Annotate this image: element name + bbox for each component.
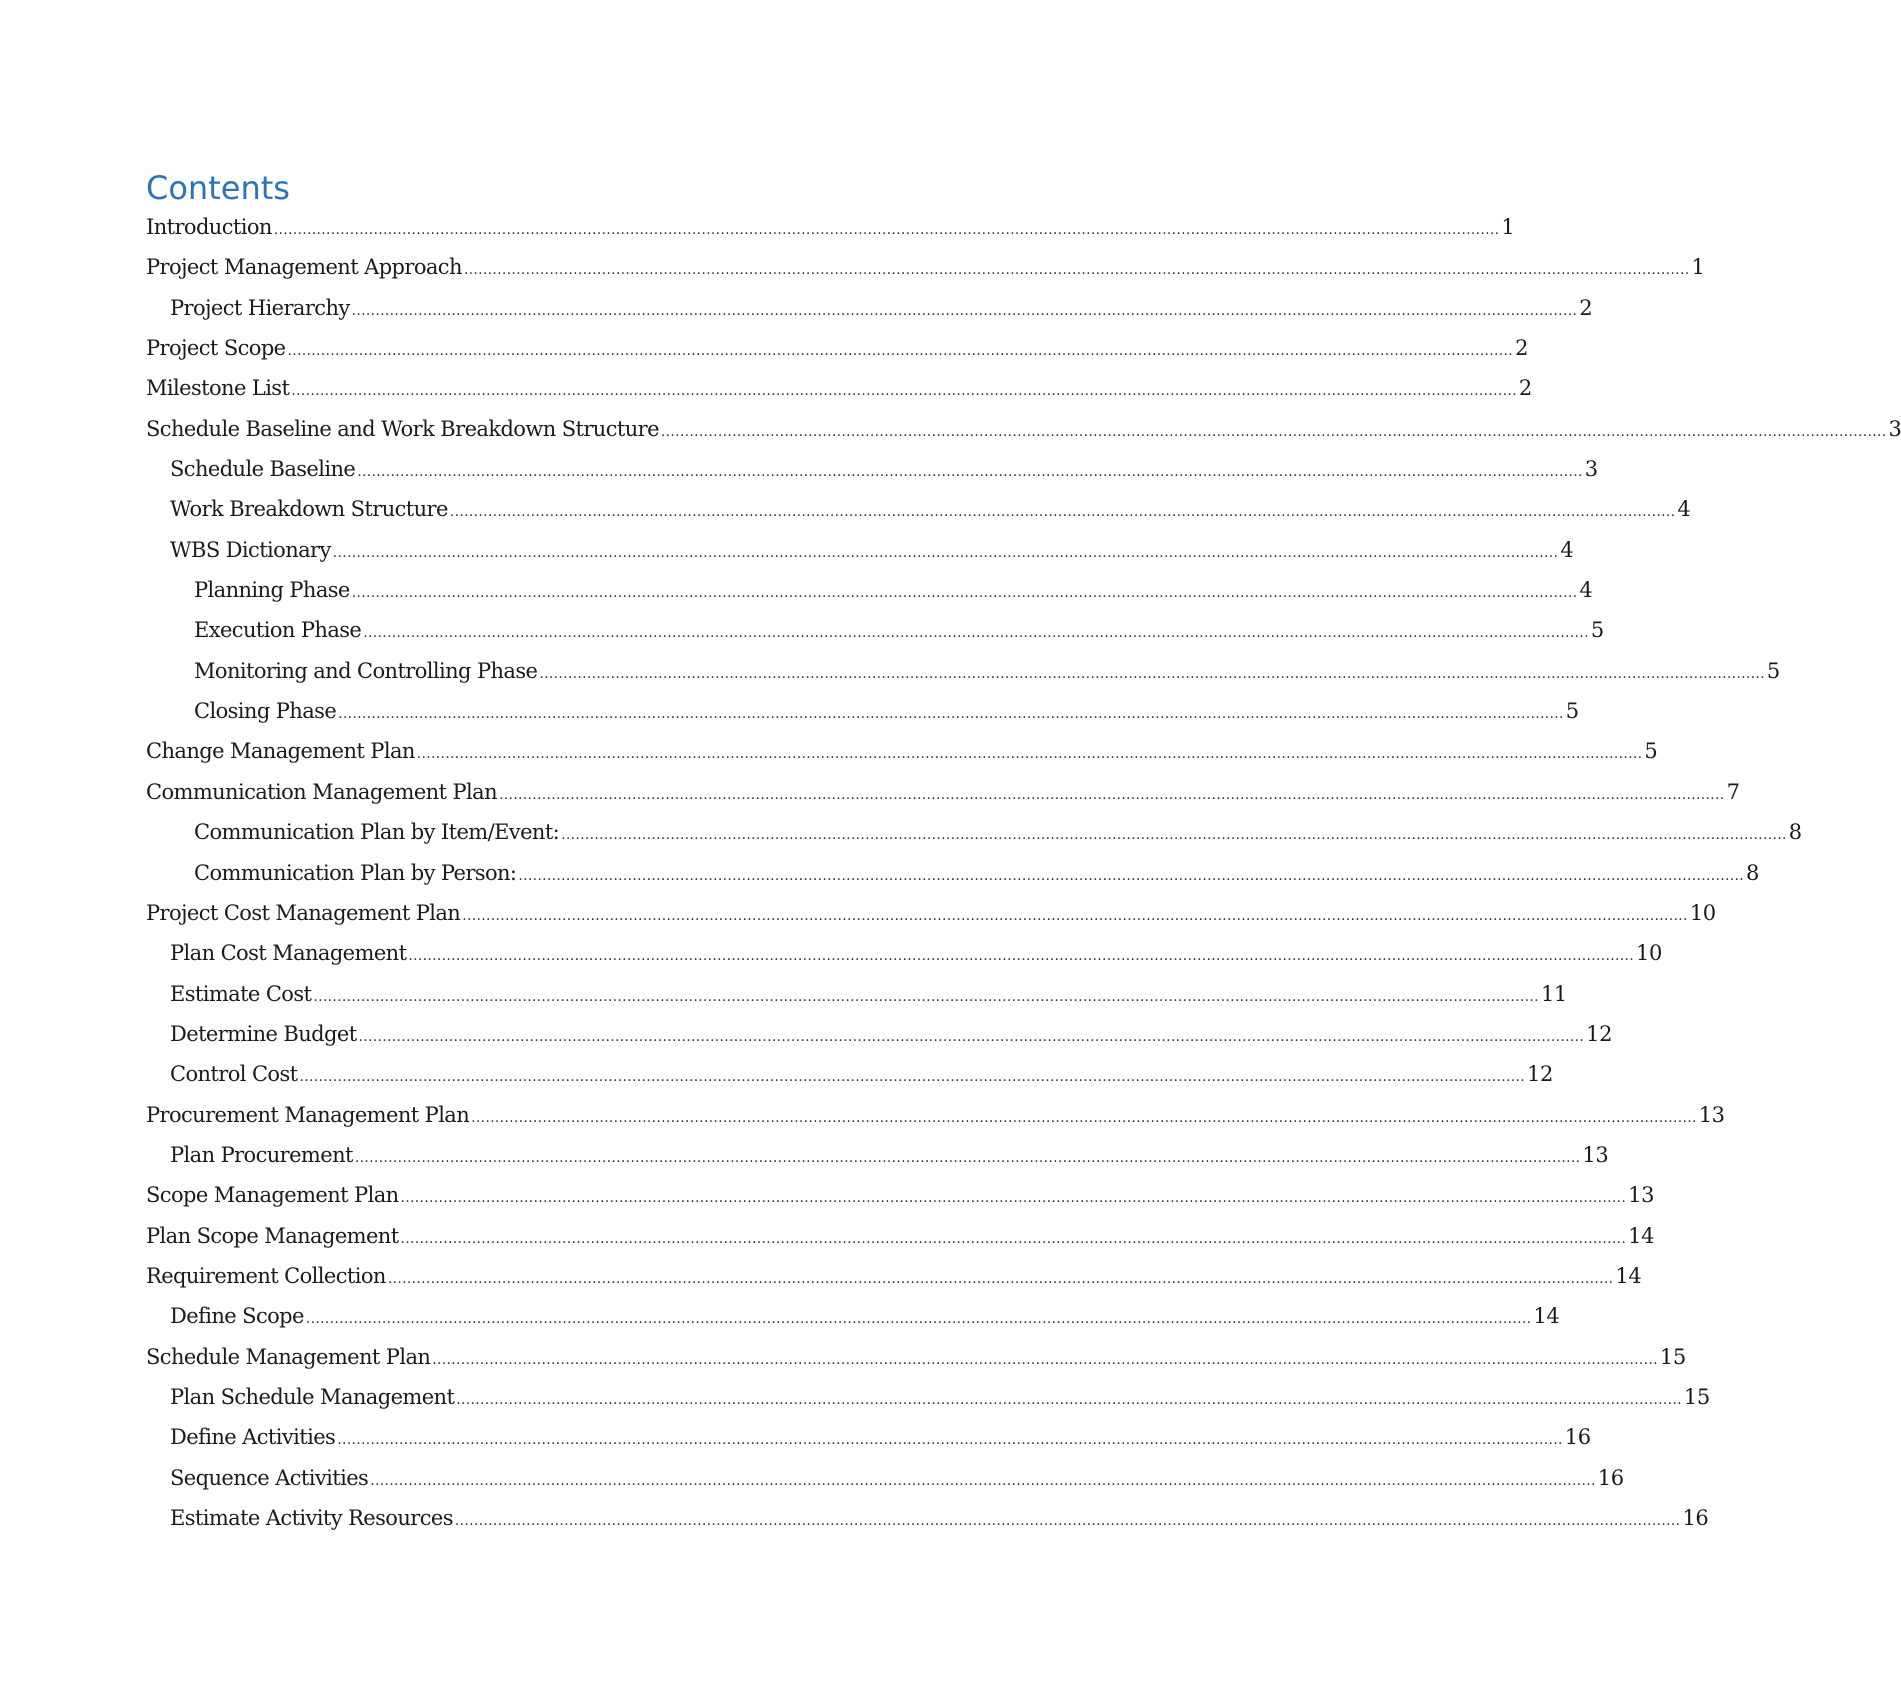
toc-entry[interactable] [146, 1256, 1642, 1296]
toc-page-number: 1 [1501, 215, 1515, 239]
toc-entry-title: WBS Dictionary [170, 537, 331, 562]
toc-entry[interactable] [146, 247, 1705, 287]
toc-page-number: 11 [1540, 981, 1567, 1006]
toc-entry-title: Communication Management Plan [146, 779, 497, 804]
toc-entry[interactable] [146, 1337, 1686, 1377]
toc-page-number: 12 [1586, 1021, 1613, 1046]
toc-dot-leader: .................................................................................................................................................................................................................................................................. [363, 625, 1589, 642]
toc-page-number: 3 [1584, 457, 1598, 482]
toc-page-number: 15 [1659, 1344, 1686, 1369]
toc-dot-leader: .................................................................................................................................................................................................................................................................. [456, 1391, 1682, 1408]
toc-dot-leader: .................................................................................................................................................................................................................................................................. [408, 948, 1634, 965]
toc-page-number: 2 [1579, 295, 1593, 320]
toc-entry[interactable] [146, 651, 1780, 691]
toc-entry[interactable] [146, 1216, 1655, 1256]
toc-dot-leader: .................................................................................................................................................................................................................................................................. [332, 544, 1559, 561]
toc-dot-leader: .................................................................................................................................................................................................................................................................. [287, 343, 1514, 360]
toc-page-number: 15 [1683, 1384, 1710, 1409]
toc-page-number: 10 [1689, 900, 1716, 925]
toc-entry-title: Plan Procurement [170, 1142, 353, 1167]
toc-dot-leader: .................................................................................................................................................................................................................................................................. [463, 262, 1690, 279]
toc-page-number: 16 [1597, 1465, 1624, 1490]
toc-entry[interactable] [146, 691, 1579, 731]
toc-entry[interactable] [146, 731, 1658, 771]
toc-entry-title: Determine Budget [170, 1021, 357, 1046]
toc-dot-leader: .................................................................................................................................................................................................................................................................. [471, 1109, 1697, 1126]
toc-entry-title: Control Cost [170, 1062, 298, 1087]
toc-entry-title: Schedule Baseline and Work Breakdown Structure [146, 416, 659, 441]
toc-entry-title: Milestone List [146, 376, 290, 401]
toc-entry-title: Project Scope [146, 336, 286, 361]
toc-entry-title: Plan Cost Management [170, 941, 407, 966]
toc-entry[interactable] [146, 1417, 1591, 1457]
toc-page-number: 2 [1515, 336, 1529, 361]
toc-entry[interactable] [146, 530, 1574, 570]
toc-entry[interactable] [146, 1135, 1609, 1175]
toc-page-number: 13 [1698, 1102, 1725, 1127]
toc-entry-title: Scope Management Plan [146, 1183, 399, 1208]
toc-dot-leader: .................................................................................................................................................................................................................................................................. [539, 665, 1765, 682]
toc-dot-leader: .................................................................................................................................................................................................................................................................. [337, 1432, 1563, 1449]
toc-entry-title: Plan Scope Management [146, 1223, 399, 1248]
toc-dot-leader: .................................................................................................................................................................................................................................................................. [291, 383, 1517, 400]
toc-entry-title: Define Scope [170, 1304, 304, 1329]
toc-page-number: 1 [1691, 255, 1705, 280]
toc-page-number: 4 [1560, 537, 1574, 562]
toc-page-number: 13 [1582, 1142, 1609, 1167]
toc-entry-title: Work Breakdown Structure [170, 497, 448, 522]
toc-entry[interactable] [146, 1458, 1624, 1498]
toc-entry[interactable] [146, 853, 1759, 893]
toc-page-number: 8 [1745, 860, 1759, 885]
toc-entry[interactable] [146, 489, 1691, 529]
toc-entry-title: Sequence Activities [170, 1465, 369, 1490]
toc-page-number: 13 [1628, 1183, 1655, 1208]
toc-page-number: 5 [1766, 658, 1780, 683]
toc-dot-leader: .................................................................................................................................................................................................................................................................. [305, 1311, 1532, 1328]
toc-dot-leader: .................................................................................................................................................................................................................................................................. [351, 302, 1578, 319]
toc-dot-leader: .................................................................................................................................................................................................................................................................. [499, 786, 1725, 803]
toc-entry[interactable] [146, 772, 1740, 812]
toc-dot-leader: .................................................................................................................................................................................................................................................................. [660, 423, 1887, 440]
toc-dot-leader: .................................................................................................................................................................................................................................................................. [449, 504, 1676, 521]
toc-dot-leader: .................................................................................................................................................................................................................................................................. [313, 988, 1539, 1005]
toc-entry[interactable] [146, 207, 1515, 247]
toc-entry[interactable] [146, 288, 1593, 328]
toc-page-number: 16 [1682, 1506, 1709, 1530]
toc-entry[interactable] [146, 449, 1598, 489]
toc-entry-title: Estimate Cost [170, 981, 312, 1006]
toc-dot-leader: .................................................................................................................................................................................................................................................................. [357, 464, 1583, 481]
toc-page-number: 5 [1590, 618, 1604, 643]
toc-entry-title: Communication Plan by Person: [194, 860, 517, 885]
toc-page-number: 5 [1565, 699, 1579, 724]
toc-entry-title: Schedule Management Plan [146, 1344, 431, 1369]
toc-dot-leader: .................................................................................................................................................................................................................................................................. [338, 706, 1564, 723]
toc-page-number: 14 [1533, 1304, 1560, 1329]
toc-entry[interactable] [146, 328, 1529, 368]
toc-entry[interactable] [146, 933, 1662, 973]
toc-dot-leader: .................................................................................................................................................................................................................................................................. [387, 1270, 1614, 1287]
toc-page-number: 5 [1644, 739, 1658, 764]
toc-dot-leader: .................................................................................................................................................................................................................................................................. [561, 827, 1787, 844]
toc-entry-title: Schedule Baseline [170, 457, 356, 482]
toc-dot-leader: .................................................................................................................................................................................................................................................................. [400, 1230, 1627, 1247]
toc-entry[interactable] [146, 812, 1802, 852]
toc-page-number: 4 [1677, 497, 1691, 522]
toc-page-number: 7 [1726, 779, 1740, 804]
toc-entry-title: Execution Phase [194, 618, 362, 643]
toc-entry-title: Plan Schedule Management [170, 1384, 455, 1409]
toc-dot-leader: .................................................................................................................................................................................................................................................................. [454, 1513, 1681, 1529]
toc-entry[interactable] [146, 1296, 1560, 1336]
toc-page-number: 14 [1615, 1263, 1642, 1288]
toc-dot-leader: .................................................................................................................................................................................................................................................................. [273, 222, 1500, 238]
toc-entry[interactable] [146, 570, 1593, 610]
table-of-contents [146, 207, 1901, 1538]
toc-page-number: 16 [1564, 1425, 1591, 1450]
toc-entry-title: Project Management Approach [146, 255, 462, 280]
toc-dot-leader: .................................................................................................................................................................................................................................................................. [432, 1351, 1658, 1368]
toc-entry-title: Planning Phase [194, 578, 350, 603]
toc-entry[interactable] [146, 1175, 1655, 1215]
toc-entry[interactable] [146, 1014, 1613, 1054]
toc-page-number: 14 [1628, 1223, 1655, 1248]
toc-entry-title: Procurement Management Plan [146, 1102, 470, 1127]
toc-entry[interactable] [146, 1095, 1725, 1135]
toc-entry[interactable] [146, 974, 1567, 1014]
toc-entry-title: Communication Plan by Item/Event: [194, 820, 560, 845]
toc-page-number: 4 [1579, 578, 1593, 603]
toc-entry[interactable] [146, 610, 1604, 650]
toc-entry[interactable] [146, 409, 1901, 449]
toc-dot-leader: .................................................................................................................................................................................................................................................................. [370, 1472, 1596, 1489]
toc-dot-leader: .................................................................................................................................................................................................................................................................. [518, 867, 1744, 884]
toc-entry-title: Monitoring and Controlling Phase [194, 658, 538, 683]
toc-page-number: 8 [1788, 820, 1802, 845]
toc-page-number: 10 [1635, 941, 1662, 966]
toc-dot-leader: .................................................................................................................................................................................................................................................................. [358, 1028, 1585, 1045]
toc-dot-leader: .................................................................................................................................................................................................................................................................. [400, 1190, 1627, 1207]
toc-entry-title: Define Activities [170, 1425, 336, 1450]
toc-page-number: 2 [1518, 376, 1532, 401]
toc-entry-title: Change Management Plan [146, 739, 415, 764]
toc-page-number: 3 [1888, 416, 1901, 441]
toc-entry[interactable] [146, 368, 1532, 408]
toc-dot-leader: .................................................................................................................................................................................................................................................................. [462, 907, 1688, 924]
toc-page-number: 12 [1527, 1062, 1553, 1087]
toc-entry-title: Closing Phase [194, 699, 337, 724]
toc-entry[interactable] [146, 893, 1716, 933]
toc-dot-leader: .................................................................................................................................................................................................................................................................. [299, 1069, 1526, 1086]
toc-entry-title: Introduction [146, 215, 272, 239]
toc-entry-title: Project Hierarchy [170, 295, 350, 320]
toc-dot-leader: .................................................................................................................................................................................................................................................................. [354, 1149, 1581, 1166]
toc-dot-leader: .................................................................................................................................................................................................................................................................. [351, 585, 1578, 602]
toc-dot-leader: .................................................................................................................................................................................................................................................................. [416, 746, 1643, 763]
toc-entry[interactable] [146, 1498, 1709, 1538]
toc-entry-title: Estimate Activity Resources [170, 1506, 453, 1530]
toc-entry[interactable] [146, 1377, 1710, 1417]
toc-entry-title: Project Cost Management Plan [146, 900, 461, 925]
toc-entry-title: Requirement Collection [146, 1263, 386, 1288]
toc-entry[interactable] [146, 1054, 1553, 1094]
toc-title: Contents [146, 169, 290, 207]
